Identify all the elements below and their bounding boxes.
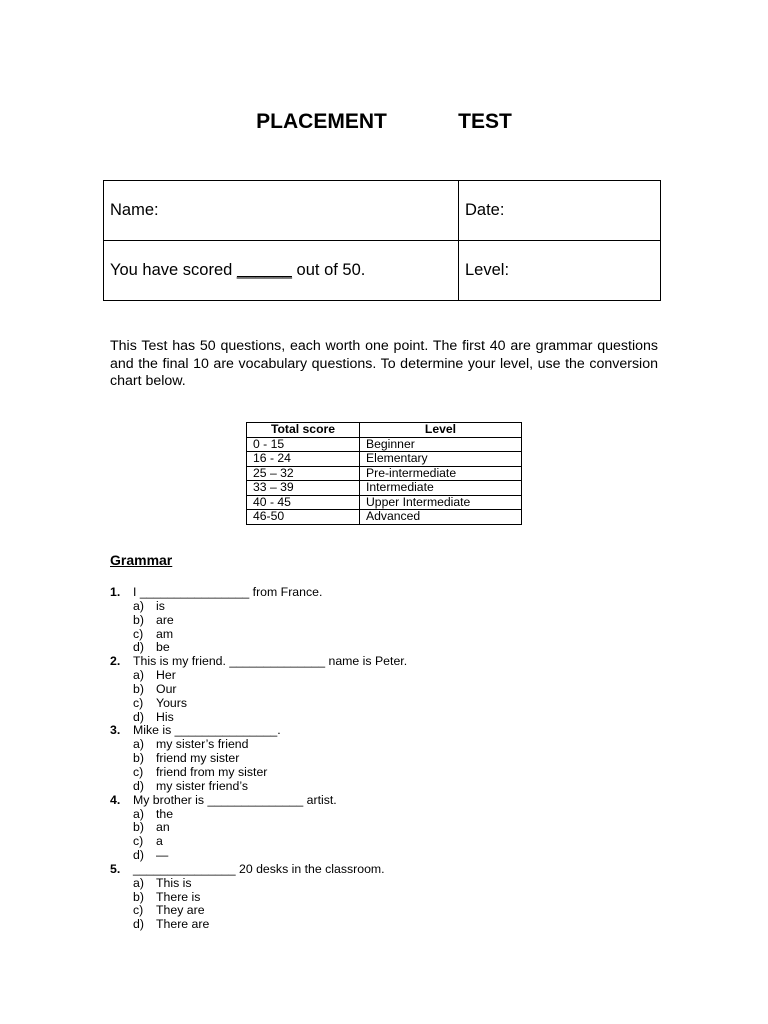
question-text: This is my friend. ______________ name is Peter. [133,654,408,669]
chart-header-total-score: Total score [247,423,360,438]
option-letter: d) [133,640,144,655]
answer-option [110,808,670,822]
chart-cell-score-range: 46-50 [247,510,360,525]
option-text: are [156,612,174,627]
answer-option [110,628,670,642]
level-label: Level: [465,261,510,279]
option-letter: c) [133,903,144,918]
question-text: I ________________ from France. [133,585,323,599]
question-number: 1. [110,585,121,599]
score-blank: ______ [236,261,292,279]
option-text: Yours [156,695,187,710]
info-row [104,181,661,241]
option-text: friend from my sister [156,764,268,779]
option-letter: b) [133,751,144,766]
option-letter: b) [133,681,144,696]
answer-option [110,711,670,725]
option-text: There are [156,917,210,932]
option-letter: d) [133,709,144,724]
answer-option [110,697,670,711]
option-letter: c) [133,834,144,849]
level-cell [459,241,661,301]
intro-paragraph: This Test has 50 questions, each worth one point. The first 40 are grammar questions and the final 10 are vocabulary questions. To determine your level, use the conversion chart below. [110,338,658,389]
option-letter: c) [133,764,144,779]
chart-cell-level-name: Advanced [360,510,522,525]
option-text: a [156,834,163,849]
chart-cell-score-range: 16 - 24 [247,452,360,467]
chart-row [247,510,522,525]
option-text: Our [156,681,177,696]
page-title: PLACEMENT TEST [256,110,512,133]
score-cell [104,241,459,301]
chart-header-row [247,423,522,438]
info-row [104,241,661,301]
option-text: This is [156,875,192,890]
question-item [110,724,670,738]
chart-cell-level-name: Intermediate [360,481,522,496]
chart-cell-level-name: Elementary [360,452,522,467]
option-letter: a) [133,806,144,821]
option-letter: a) [133,668,144,683]
question-item [110,794,670,808]
chart-cell-level-name: Upper Intermediate [360,495,522,510]
chart-row [247,466,522,481]
chart-row [247,481,522,496]
option-letter: c) [133,626,144,641]
answer-option [110,891,670,905]
question-number: 5. [110,861,121,876]
option-text: my sister friend’s [156,778,249,793]
option-letter: a) [133,598,144,613]
option-letter: a) [133,875,144,890]
question-item [110,863,670,877]
answer-option [110,904,670,918]
chart-cell-score-range: 40 - 45 [247,495,360,510]
option-letter: a) [133,737,144,752]
option-letter: c) [133,695,144,710]
question-text: My brother is ______________ artist. [133,792,337,807]
answer-option [110,641,670,655]
conversion-chart [246,422,522,525]
answer-option [110,780,670,794]
answer-option [110,614,670,628]
answer-option [110,766,670,780]
answer-option [110,752,670,766]
chart-cell-level-name: Pre-intermediate [360,466,522,481]
chart-cell-score-range: 33 – 39 [247,481,360,496]
student-info-table [103,180,661,301]
option-text: my sister’s friend [156,737,249,752]
answer-option [110,821,670,835]
option-text: the [156,806,174,821]
date-cell [459,181,661,241]
question-number: 2. [110,654,121,669]
section-title-grammar: Grammar [110,552,173,568]
question-text: _______________ 20 desks in the classroom. [133,861,385,876]
answer-option [110,918,670,932]
question-item [110,655,670,669]
name-cell [104,181,459,241]
answer-option [110,877,670,891]
option-text: His [156,709,174,724]
option-text: There is [156,889,201,904]
name-label: Name: [110,201,159,219]
chart-header-level: Level [360,423,522,438]
option-text: Her [156,668,176,683]
chart-row [247,437,522,452]
chart-cell-score-range: 25 – 32 [247,466,360,481]
chart-cell-score-range: 0 - 15 [247,437,360,452]
option-letter: d) [133,917,144,932]
option-letter: b) [133,889,144,904]
question-number: 3. [110,723,121,738]
option-text: friend my sister [156,751,240,766]
chart-row [247,495,522,510]
option-letter: d) [133,778,144,793]
option-text: is [156,598,165,613]
option-text: am [156,626,174,641]
question-text: Mike is _______________. [133,723,281,738]
answer-option [110,738,670,752]
chart-cell-level-name: Beginner [360,437,522,452]
question-list [110,586,670,932]
score-suffix: out of 50. [291,261,366,279]
answer-option [110,835,670,849]
option-text: an [156,820,170,835]
chart-row [247,452,522,467]
option-text: — [156,848,169,863]
date-label: Date: [465,201,505,219]
question-number: 4. [110,792,121,807]
option-letter: d) [133,848,144,863]
question-item [110,586,670,600]
option-letter: b) [133,612,144,627]
answer-option [110,669,670,683]
option-text: They are [156,903,205,918]
option-text: be [156,640,170,655]
answer-option [110,600,670,614]
answer-option [110,683,670,697]
score-prefix: You have scored [110,261,237,279]
answer-option [110,849,670,863]
option-letter: b) [133,820,144,835]
